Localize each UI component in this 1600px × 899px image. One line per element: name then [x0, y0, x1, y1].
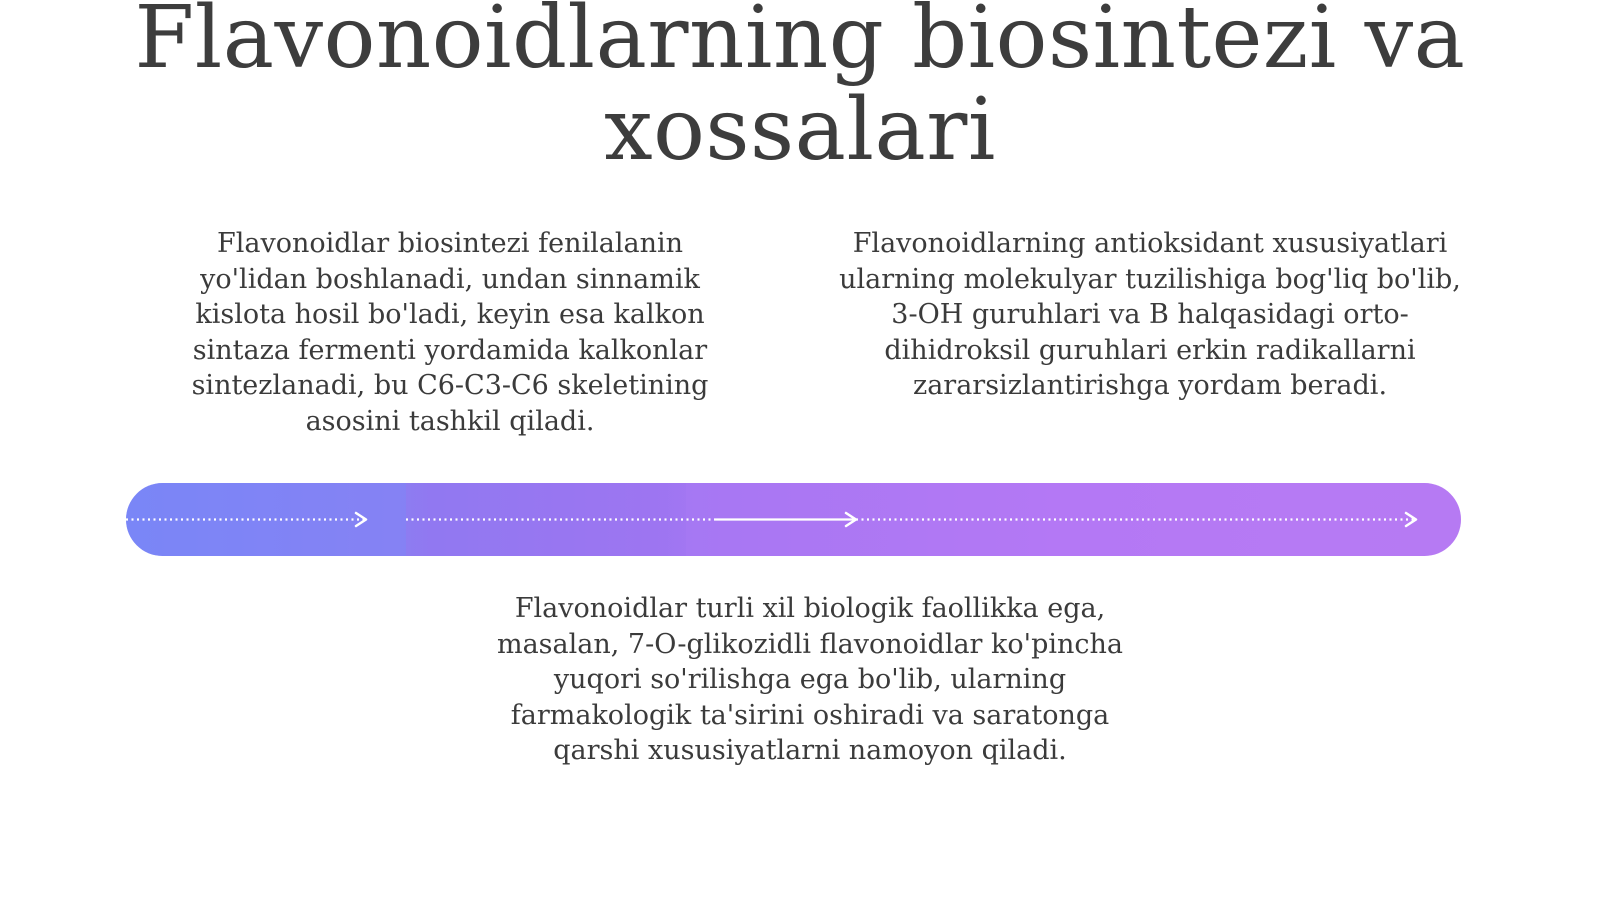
timeline-bar	[126, 483, 1461, 556]
biosynthesis-paragraph: Flavonoidlar biosintezi fenilalanin yo'lidan boshlanadi, undan sinnamik kislota hosil bo'ladi, keyin esa kalkon sintaza fermenti yordamida kalkonlar sintezlanadi, bu C6-C3-C6 skeletining asosini tashkil qiladi.	[191, 228, 709, 437]
page-title: Flavonoidlarning biosintezi va xossalari	[134, 0, 1466, 180]
biological-activity-paragraph: Flavonoidlar turli xil biologik faollikka ega, masalan, 7-O-glikozidli flavonoidlar ko'pincha yuqori so'rilishga ega bo'lib, ularning farmakologik ta'sirini oshiradi va saratonga qarshi xususiyatlarni namoyon qiladi.	[496, 593, 1123, 766]
timeline-arrows	[126, 483, 1461, 556]
antioxidant-paragraph: Flavonoidlarning antioksidant xususiyatlari ularning molekulyar tuzilishiga bog'liq bo'lib, 3-OH guruhlari va B halqasidagi orto-dihidroksil guruhlari erkin radikallarni zararsizlantirishga yordam beradi.	[839, 228, 1461, 401]
